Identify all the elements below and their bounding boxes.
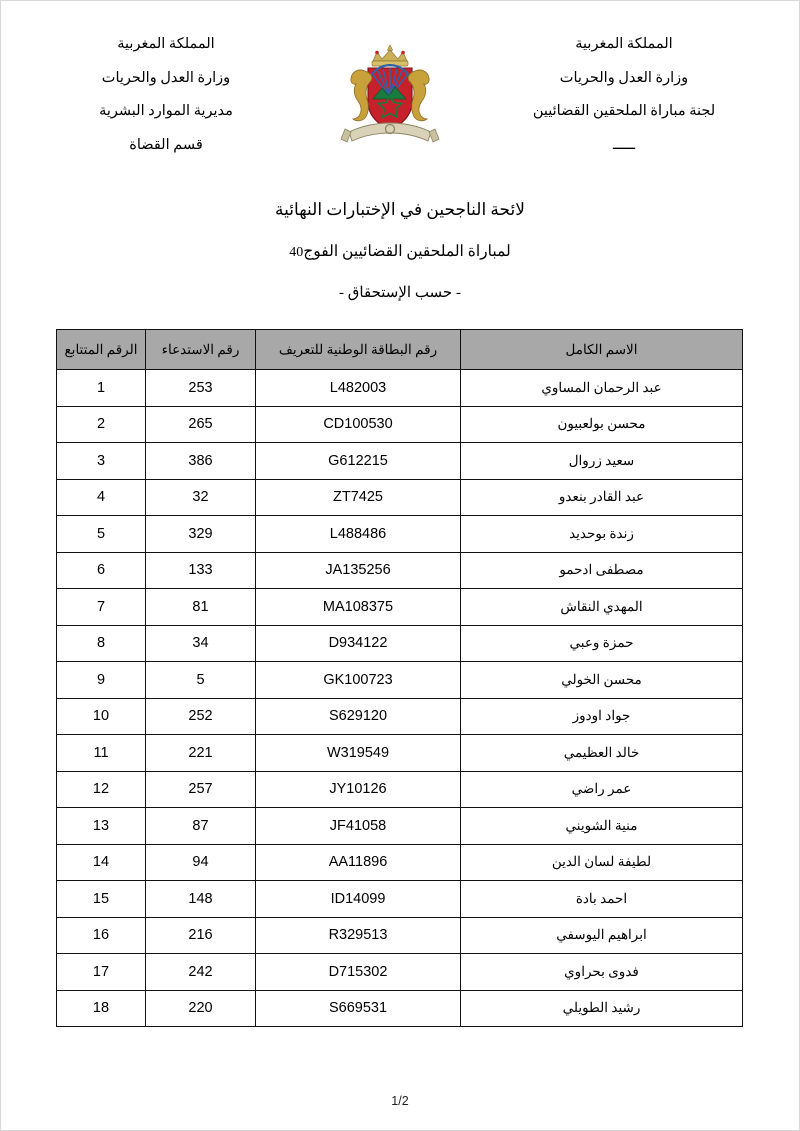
cell-call-number: 220 <box>146 990 256 1027</box>
cell-rank: 8 <box>57 625 146 662</box>
table-row <box>57 370 743 407</box>
cell-call-number: 242 <box>146 954 256 991</box>
document-header <box>1 1 799 171</box>
cell-call-number: 94 <box>146 844 256 881</box>
cell-full-name: المهدي النقاش <box>461 589 743 626</box>
cell-rank: 12 <box>57 771 146 808</box>
table-row <box>57 990 743 1027</box>
cell-call-number: 87 <box>146 808 256 845</box>
cell-national-id: R329513 <box>256 917 461 954</box>
cell-national-id: AA11896 <box>256 844 461 881</box>
results-table-container <box>57 329 743 1027</box>
cell-national-id: L482003 <box>256 370 461 407</box>
header-left-separator: ـــــ <box>613 136 635 153</box>
cell-full-name: محسن بولعبيون <box>461 406 743 443</box>
table-row <box>57 698 743 735</box>
header-right-line-1: المملكة المغربية <box>117 36 215 52</box>
page-title: لائحة الناجحين في الإختبارات النهائية <box>275 200 525 219</box>
cell-national-id: JF41058 <box>256 808 461 845</box>
column-header-call-number: رقم الاستدعاء <box>146 330 256 370</box>
cell-rank: 16 <box>57 917 146 954</box>
cell-national-id: D715302 <box>256 954 461 991</box>
header-right-line-4: قسم القضاة <box>129 136 203 153</box>
cell-rank: 18 <box>57 990 146 1027</box>
cell-national-id: JY10126 <box>256 771 461 808</box>
table-row <box>57 516 743 553</box>
cell-call-number: 252 <box>146 698 256 735</box>
moroccan-coat-of-arms-icon <box>335 39 445 157</box>
header-left-line-1: المملكة المغربية <box>575 36 673 52</box>
cell-full-name: لطيفة لسان الدين <box>461 844 743 881</box>
column-header-rank: الرقم المتتابع <box>57 330 146 370</box>
cell-national-id: ID14099 <box>256 881 461 918</box>
table-row <box>57 917 743 954</box>
cell-full-name: مصطفى ادحمو <box>461 552 743 589</box>
cell-call-number: 5 <box>146 662 256 699</box>
cell-rank: 3 <box>57 443 146 480</box>
table-row <box>57 771 743 808</box>
cell-call-number: 329 <box>146 516 256 553</box>
cell-call-number: 265 <box>146 406 256 443</box>
cell-call-number: 133 <box>146 552 256 589</box>
results-table <box>56 329 743 1027</box>
cell-national-id: S669531 <box>256 990 461 1027</box>
cell-full-name: منية الشويني <box>461 808 743 845</box>
cell-full-name: ابراهيم اليوسفي <box>461 917 743 954</box>
cell-call-number: 32 <box>146 479 256 516</box>
page-subtitle-merit: - حسب الإستحقاق - <box>339 285 461 301</box>
cell-rank: 17 <box>57 954 146 991</box>
table-body <box>57 370 743 1027</box>
emblem-container <box>325 37 455 157</box>
header-left-block <box>489 37 759 153</box>
table-row <box>57 662 743 699</box>
cell-national-id: L488486 <box>256 516 461 553</box>
table-row <box>57 954 743 991</box>
table-row <box>57 735 743 772</box>
cell-rank: 13 <box>57 808 146 845</box>
cell-full-name: عبد القادر بنعدو <box>461 479 743 516</box>
cell-full-name: رشيد الطويلي <box>461 990 743 1027</box>
table-row <box>57 625 743 662</box>
cell-call-number: 253 <box>146 370 256 407</box>
cell-rank: 11 <box>57 735 146 772</box>
cell-national-id: JA135256 <box>256 552 461 589</box>
cell-full-name: فدوى بحراوي <box>461 954 743 991</box>
cell-national-id: ZT7425 <box>256 479 461 516</box>
cell-rank: 14 <box>57 844 146 881</box>
page-number-footer: 1/2 <box>391 1094 409 1108</box>
cell-full-name: عبد الرحمان المساوي <box>461 370 743 407</box>
header-left-line-2: وزارة العدل والحريات <box>559 69 689 86</box>
table-row <box>57 589 743 626</box>
cell-national-id: G612215 <box>256 443 461 480</box>
column-header-national-id: رقم البطاقة الوطنية للتعريف <box>256 330 461 370</box>
cell-full-name: زندة بوحديد <box>461 516 743 553</box>
cell-full-name: احمد بادة <box>461 881 743 918</box>
cell-call-number: 386 <box>146 443 256 480</box>
page-subtitle-text: لمباراة الملحقين القضائيين الفوج <box>303 243 511 260</box>
cell-rank: 5 <box>57 516 146 553</box>
cell-full-name: خالد العظيمي <box>461 735 743 772</box>
cell-call-number: 148 <box>146 881 256 918</box>
table-row <box>57 552 743 589</box>
cell-national-id: GK100723 <box>256 662 461 699</box>
cell-full-name: محسن الخولي <box>461 662 743 699</box>
cell-national-id: D934122 <box>256 625 461 662</box>
cell-national-id: CD100530 <box>256 406 461 443</box>
table-row <box>57 808 743 845</box>
cell-rank: 6 <box>57 552 146 589</box>
cell-rank: 7 <box>57 589 146 626</box>
cell-full-name: حمزة وعبي <box>461 625 743 662</box>
cell-national-id: S629120 <box>256 698 461 735</box>
cell-rank: 9 <box>57 662 146 699</box>
cell-rank: 4 <box>57 479 146 516</box>
cell-call-number: 257 <box>146 771 256 808</box>
table-row <box>57 881 743 918</box>
table-header-row <box>57 330 743 370</box>
cell-national-id: MA108375 <box>256 589 461 626</box>
cell-rank: 2 <box>57 406 146 443</box>
cell-rank: 1 <box>57 370 146 407</box>
header-right-line-3: مديرية الموارد البشرية <box>99 103 233 119</box>
table-row <box>57 844 743 881</box>
header-right-block <box>41 37 291 171</box>
column-header-full-name: الاسم الكامل <box>461 330 743 370</box>
document-title-block <box>1 201 799 301</box>
header-left-line-3: لجنة مباراة الملحقين القضائيين <box>532 103 716 119</box>
cell-call-number: 216 <box>146 917 256 954</box>
cell-national-id: W319549 <box>256 735 461 772</box>
cell-full-name: جواد اودوز <box>461 698 743 735</box>
cohort-number: 40 <box>289 245 304 260</box>
cell-rank: 15 <box>57 881 146 918</box>
page-subtitle <box>1 244 799 260</box>
table-row <box>57 479 743 516</box>
table-head <box>57 330 743 370</box>
header-right-line-2: وزارة العدل والحريات <box>101 69 231 86</box>
cell-call-number: 81 <box>146 589 256 626</box>
table-row <box>57 443 743 480</box>
table-row <box>57 406 743 443</box>
cell-full-name: سعيد زروال <box>461 443 743 480</box>
cell-call-number: 34 <box>146 625 256 662</box>
cell-rank: 10 <box>57 698 146 735</box>
cell-call-number: 221 <box>146 735 256 772</box>
cell-full-name: عمر راضي <box>461 771 743 808</box>
